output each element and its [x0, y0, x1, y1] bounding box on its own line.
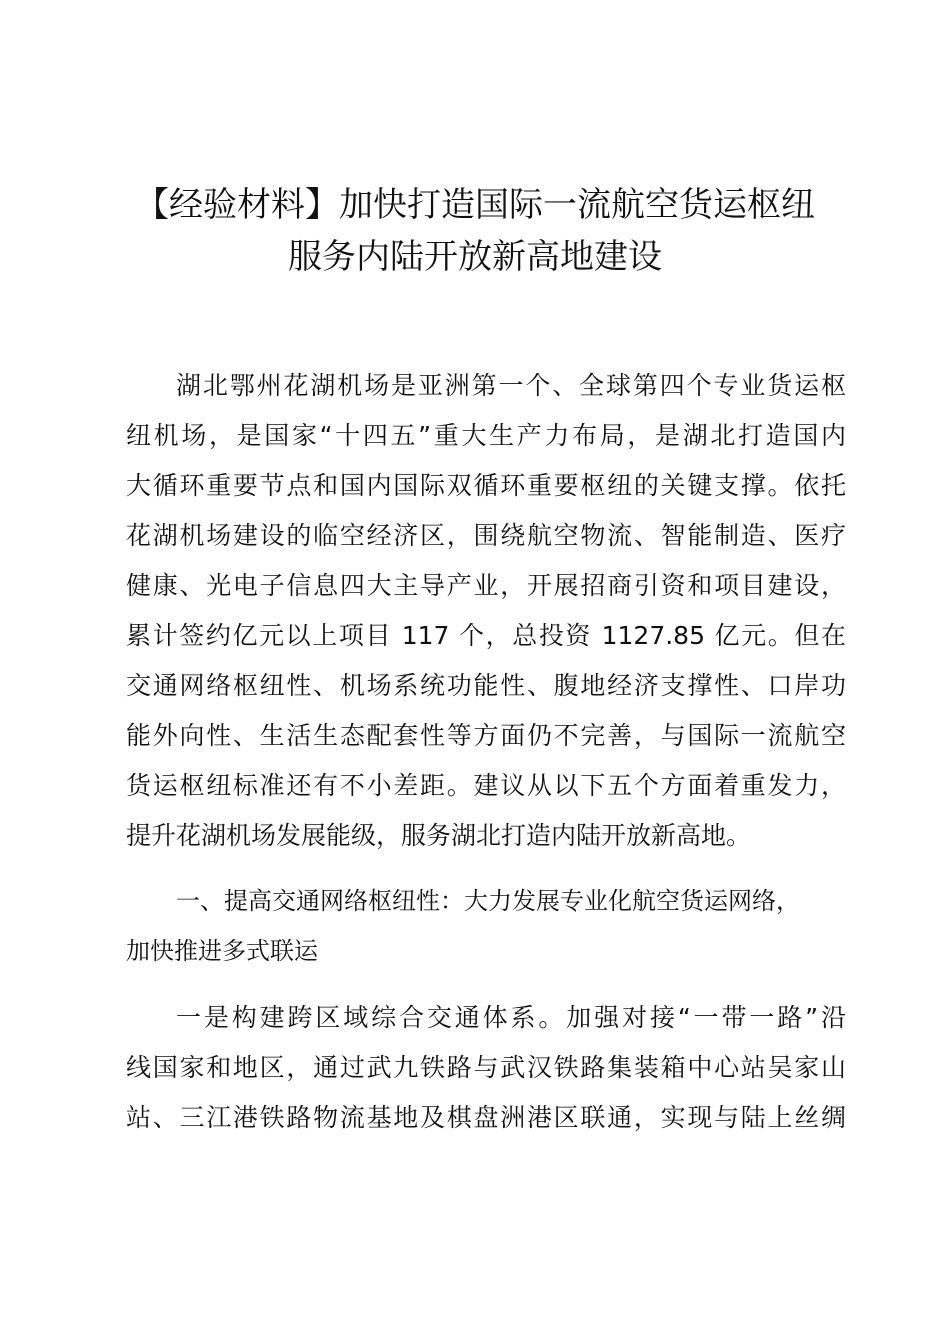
- section-1-heading-line-1: 一、提高交通网络枢纽性：大力发展专业化航空货运网络，: [176, 887, 800, 915]
- section-1-line-1: 一是构建跨区域综合交通体系。加强对接“一带一路”沿: [176, 1003, 846, 1032]
- intro-line-6: 累计签约亿元以上项目 117 个，总投资 1127.85 亿元。但在: [126, 621, 846, 650]
- section-1-heading-line-2: 加快推进多式联运: [126, 937, 318, 965]
- intro-line-7: 交通网络枢纽性、机场系统功能性、腹地经济支撑性、口岸功: [126, 671, 846, 700]
- document-title-line-1: 【经验材料】加快打造国际一流航空货运枢纽: [135, 185, 815, 225]
- intro-line-4: 花湖机场建设的临空经济区，围绕航空物流、智能制造、医疗: [126, 521, 846, 550]
- intro-line-9: 货运枢纽标准还有不小差距。建议从以下五个方面着重发力，: [126, 771, 846, 800]
- section-1-line-3: 站、三江港铁路物流基地及棋盘洲港区联通，实现与陆上丝绸: [126, 1103, 846, 1132]
- intro-line-10: 提升花湖机场发展能级，服务湖北打造内陆开放新高地。: [126, 821, 752, 850]
- document-title-line-2: 服务内陆开放新高地建设: [288, 237, 662, 277]
- intro-line-3: 大循环重要节点和国内国际双循环重要枢纽的关键支撑。依托: [126, 471, 846, 500]
- intro-line-8: 能外向性、生活生态配套性等方面仍不完善，与国际一流航空: [126, 721, 846, 750]
- intro-line-1: 湖北鄂州花湖机场是亚洲第一个、全球第四个专业货运枢: [176, 371, 846, 400]
- intro-line-2: 纽机场，是国家“十四五”重大生产力布局，是湖北打造国内: [126, 421, 846, 450]
- section-1-line-2: 线国家和地区，通过武九铁路与武汉铁路集装箱中心站吴家山: [126, 1053, 846, 1082]
- intro-line-5: 健康、光电子信息四大主导产业，开展招商引资和项目建设，: [126, 571, 846, 600]
